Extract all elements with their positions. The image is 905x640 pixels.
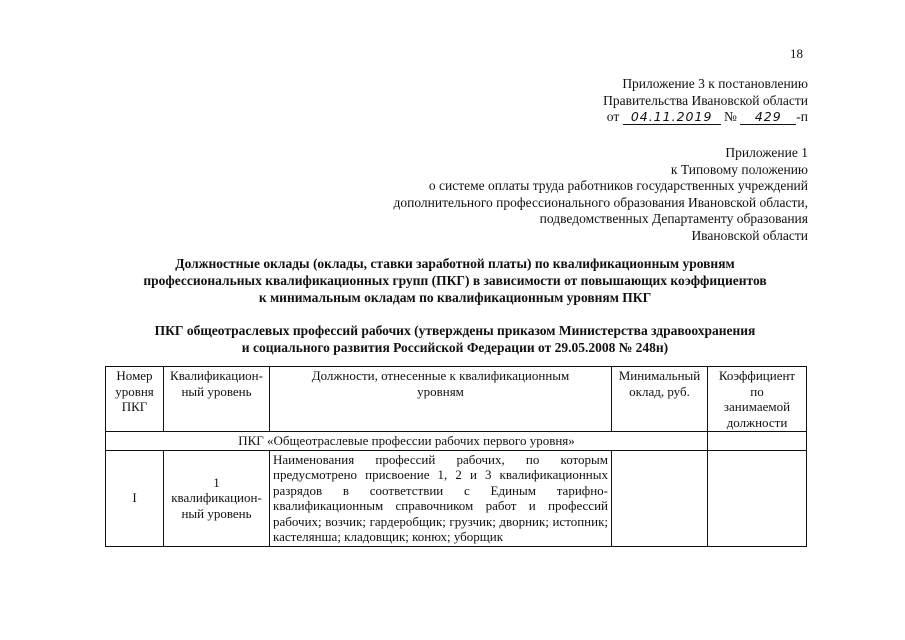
annex1-line: о системе оплаты труда работников государственных учреждений — [428, 178, 808, 193]
cell-min-salary — [612, 450, 708, 546]
main-title — [110, 255, 800, 306]
group-label: ПКГ «Общеотраслевые профессии рабочих первого уровня» — [106, 432, 708, 451]
handwritten-number: 429 — [740, 110, 796, 125]
table-row — [106, 450, 807, 546]
annex1-line: Ивановской области — [691, 227, 808, 243]
annex1-line: дополнительного профессионального образования Ивановской области, — [393, 194, 808, 210]
annex3-line1: Приложение 3 к постановлению — [622, 76, 808, 91]
annex1-line: Приложение 1 — [725, 145, 808, 160]
number-sign: № — [724, 109, 737, 124]
header-min-salary: Минимальный оклад, руб. — [612, 367, 708, 432]
annex3-line2: Правительства Ивановской области — [603, 92, 808, 108]
salary-table — [105, 366, 807, 547]
annex3-date-line — [603, 109, 808, 126]
table-group-row — [106, 432, 807, 451]
main-title-line: Должностные оклады (оклады, ставки заработной платы) по квалификационным уровням — [175, 256, 735, 271]
header-level-number: Номер уровня ПКГ — [106, 367, 164, 432]
section-title-line: ПКГ общеотраслевых профессий рабочих (утверждены приказом Министерства здравоохранения — [154, 323, 756, 338]
annex1-line: подведомственных Департаменту образования — [539, 211, 808, 226]
cell-qualification-level: 1 квалификацион- ный уровень — [164, 450, 270, 546]
group-empty-cell — [708, 432, 807, 451]
header-coefficient: Коэффициент по занимаемой должности — [708, 367, 807, 432]
annex1-reference — [394, 145, 809, 244]
cell-level-number: I — [106, 450, 164, 546]
cell-coefficient — [708, 450, 807, 546]
table-header-row — [106, 367, 807, 432]
header-qualification-level: Квалификацион- ный уровень — [164, 367, 270, 432]
main-title-line: профессиональных квалификационных групп (ПКГ) в зависимости от повышающих коэффициентов — [143, 273, 767, 288]
page-number: 18 — [790, 46, 803, 61]
main-title-line: к минимальным окладам по квалификационным уровням ПКГ — [258, 290, 652, 305]
section-title — [110, 322, 800, 356]
number-suffix: -п — [796, 109, 808, 124]
handwritten-date: 04.11.2019 — [623, 110, 721, 125]
header-positions: Должности, отнесенные к квалификационным уровням — [270, 367, 612, 432]
annex3-reference — [603, 76, 808, 126]
annex1-line: к Типовому положению — [670, 161, 808, 177]
section-title-line: и социального развития Российской Федерации от 29.05.2008 № 248н) — [241, 340, 669, 355]
annex3-from: от — [606, 109, 620, 124]
cell-positions: Наименования профессий рабочих, по которым предусмотрено присвоение 1, 2 и 3 квалификационных разрядов в соответствии с Единым тарифно-квалификационным справочником работ и профессий рабочих; возчик; гардеробщик; грузчик; дворник; истопник; кастелянша; кладовщик; конюх; уборщик — [270, 450, 612, 546]
